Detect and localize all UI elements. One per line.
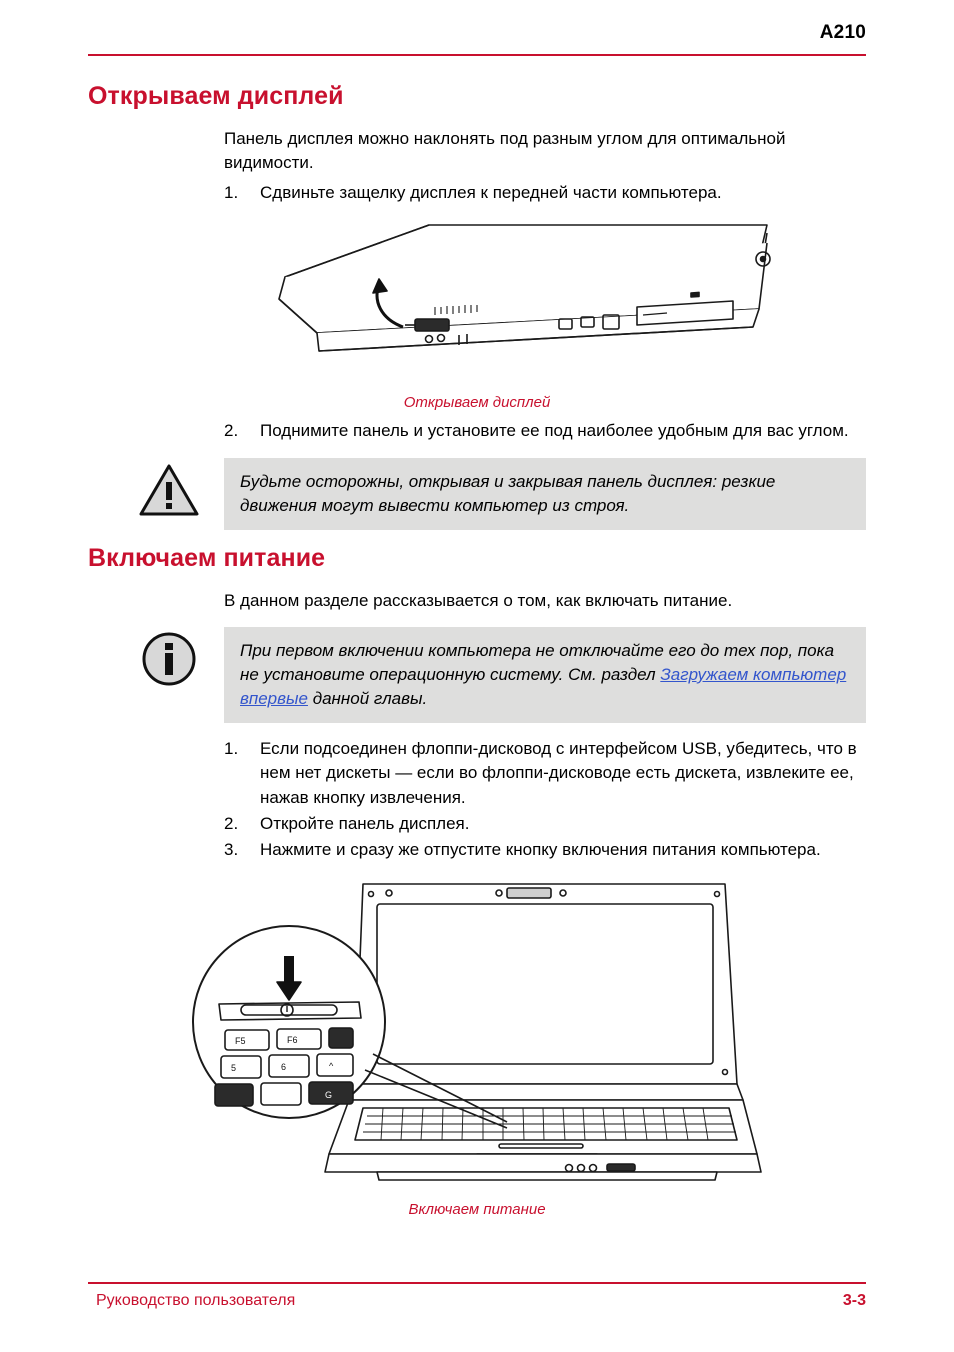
- list-item: [224, 812, 866, 836]
- list-item: [224, 737, 866, 809]
- list-number: 1.: [224, 183, 239, 203]
- page-footer: [88, 1282, 866, 1318]
- power-on-intro: В данном разделе рассказывается о том, как включать питание.: [224, 590, 733, 610]
- list-text: Поднимите панель и установите ее под наиболее удобным для вас углом.: [260, 421, 849, 441]
- header-divider: [88, 54, 866, 56]
- list-text: Откройте панель дисплея.: [260, 813, 470, 833]
- open-display-steps-part1: [224, 181, 866, 205]
- power-on-steps: [224, 737, 866, 862]
- key-label-f6: F6: [287, 1034, 298, 1045]
- figure-caption-power-on: Включаем питание: [408, 1200, 546, 1218]
- key-label-g: G: [325, 1089, 333, 1100]
- info-icon: [138, 631, 200, 687]
- page-header: [88, 22, 866, 62]
- page-number: 3-3: [842, 1292, 866, 1309]
- note-text: [240, 639, 852, 711]
- key-label-6: 6: [281, 1061, 287, 1072]
- figure-power-on: [88, 872, 866, 1218]
- note-text-part1: При первом включении компьютера не отключайте его до тех пор, пока не установите операционную систему. См. раздел: [240, 640, 835, 684]
- laptop-closed-illustration: [167, 215, 787, 385]
- key-label-f5: F5: [235, 1035, 246, 1046]
- note-cross-reference-link[interactable]: Загружаем компьютер впервые: [240, 665, 847, 709]
- list-item: [224, 181, 866, 205]
- list-item: [224, 838, 866, 862]
- list-text: Сдвиньте защелку дисплея к передней части компьютера.: [260, 183, 722, 203]
- list-number: 3.: [224, 839, 239, 859]
- footer-divider: [88, 1282, 866, 1284]
- list-item: [224, 419, 866, 443]
- key-label-t: T: [275, 1089, 281, 1100]
- page-content: [88, 72, 866, 1226]
- section-title-open-display: Открываем дисплей: [88, 82, 344, 110]
- list-number: 2.: [224, 421, 239, 441]
- figure-caption-open-display: Открываем дисплей: [403, 394, 551, 412]
- footer-document-title: Руководство пользователя: [96, 1292, 296, 1309]
- section-title-power-on: Включаем питание: [88, 543, 326, 572]
- note-box: [224, 627, 866, 723]
- list-number: 1.: [224, 739, 239, 759]
- caution-box: [224, 458, 866, 530]
- key-label-caret: ^: [329, 1060, 334, 1071]
- note-text-part2: данной главы.: [307, 689, 428, 709]
- list-text: Нажмите и сразу же отпустите кнопку включения питания компьютера.: [260, 839, 821, 859]
- key-label-5: 5: [231, 1062, 237, 1073]
- caution-text: Будьте осторожны, открывая и закрывая панель дисплея: резкие движения могут вывести компьютер из строя.: [240, 471, 776, 515]
- warning-triangle-icon: [138, 462, 200, 518]
- model-name: A210: [819, 22, 866, 43]
- list-number: 2.: [224, 813, 239, 833]
- open-display-intro: Панель дисплея можно наклонять под разным углом для оптимальной видимости.: [224, 129, 786, 173]
- laptop-open-illustration: [177, 872, 777, 1192]
- open-display-steps-part2: [224, 419, 866, 443]
- list-text: Если подсоединен флоппи-дисковод с интерфейсом USB, убедитесь, что в нем нет дискеты — если во флоппи-дисководе есть дискета, извлеките ее, нажав кнопку извлечения.: [260, 739, 857, 807]
- figure-open-display: [88, 215, 866, 411]
